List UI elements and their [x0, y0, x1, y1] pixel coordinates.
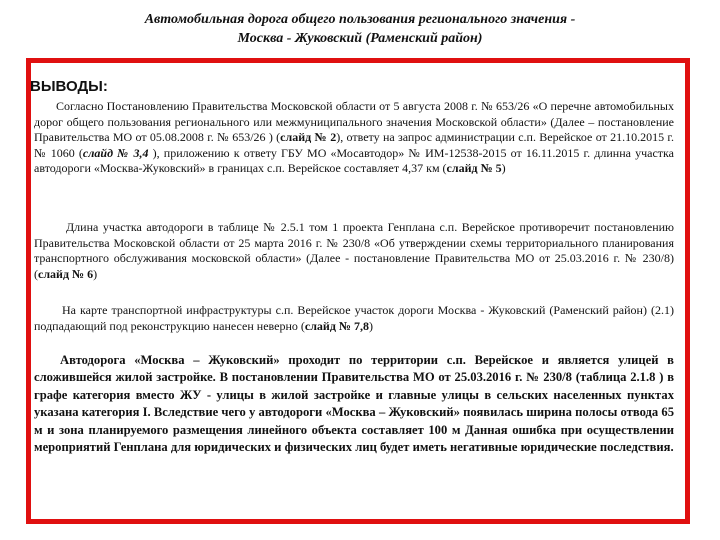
paragraph-3 — [34, 303, 674, 334]
paragraph-1 — [34, 99, 674, 177]
conclusions-heading: ВЫВОДЫ: — [30, 78, 108, 95]
paragraph-1-text-a: Согласно Постановлению Правительства Московской области от 5 августа 2008 г. № 653/26 «О перечне автомобильных дорог общего пользования регионального или межмуниципального значения Московской области» (Далее – постановление Правительства МО от 05.08.2008 г. № 653/26 ) ( — [34, 99, 674, 144]
paragraph-2-text-a: Длина участка автодороги в таблице № 2.5.1 том 1 проекта Генплана с.п. Верейское противоречит постановлению Правительства Московской области от 25 марта 2016 г. № 230/8 «Об утверждении схемы территориального планирования транспортного обслуживания московской области» (Далее - постановление Правительства МО от 25.03.2016 г. № 230/8) ( — [34, 220, 674, 281]
page-title-line-1: Автомобильная дорога общего пользования регионального значения - — [144, 12, 576, 27]
slide-reference-7-8: слайд № 7,8 — [304, 318, 369, 333]
paragraph-4-text: Автодорога «Москва – Жуковский» проходит по территории с.п. Верейское и является улицей в сложившейся жилой застройке. В постановлении Правительства МО от 25.03.2016 г. № 230/8 (таблица 2.1.8 ) в графе категория вместо ЖУ - улицы в жилой застройке и главные улицы в сельских населенных пунктах указана категория I. Вследствие чего у автодороги «Москва – Жуковский» появилась ширина полосы отвода 65 м и зона планируемого размещения линейного объекта составляет 100 м Данная ошибка при осуществлении мероприятий Генплана для юридических и физических лиц будет иметь негативные юридические последствия. — [34, 353, 674, 455]
slide-reference-5: слайд № 5 — [446, 161, 502, 175]
paragraph-1-text-b: ), ответу на запрос администрации с.п. Верейское от 21.10.2015 г. № 1060 ( — [34, 130, 674, 160]
page-title-line-2: Москва - Жуковский (Раменский район) — [237, 31, 483, 46]
paragraph-2 — [34, 220, 674, 282]
paragraph-1-text-c: ), приложению к ответу ГБУ МО «Мосавтодор» № ИМ-12538-2015 от 16.11.2015 г. длинна участка автодороги «Москва-Жуковский» в границах с.п. Верейское составляет 4,37 км ( — [34, 145, 675, 175]
paragraph-4 — [34, 352, 674, 456]
paragraph-3-text-b: ) — [368, 318, 373, 333]
slide-reference-6: слайд № 6 — [38, 266, 94, 281]
paragraph-2-text-b: ) — [93, 266, 98, 281]
slide-reference-3-4: слайд № 3,4 — [82, 145, 149, 160]
paragraph-3-text-a: На карте транспортной инфраструктуры с.п. Верейское участок дороги Москва - Жуковский (Раменский район) (2.1) подпадающий под реконструкцию нанесен неверно ( — [34, 303, 674, 333]
paragraph-1-text-d: ) — [501, 161, 506, 175]
page-title — [60, 10, 660, 48]
slide-reference-2: слайд № 2 — [280, 130, 337, 144]
